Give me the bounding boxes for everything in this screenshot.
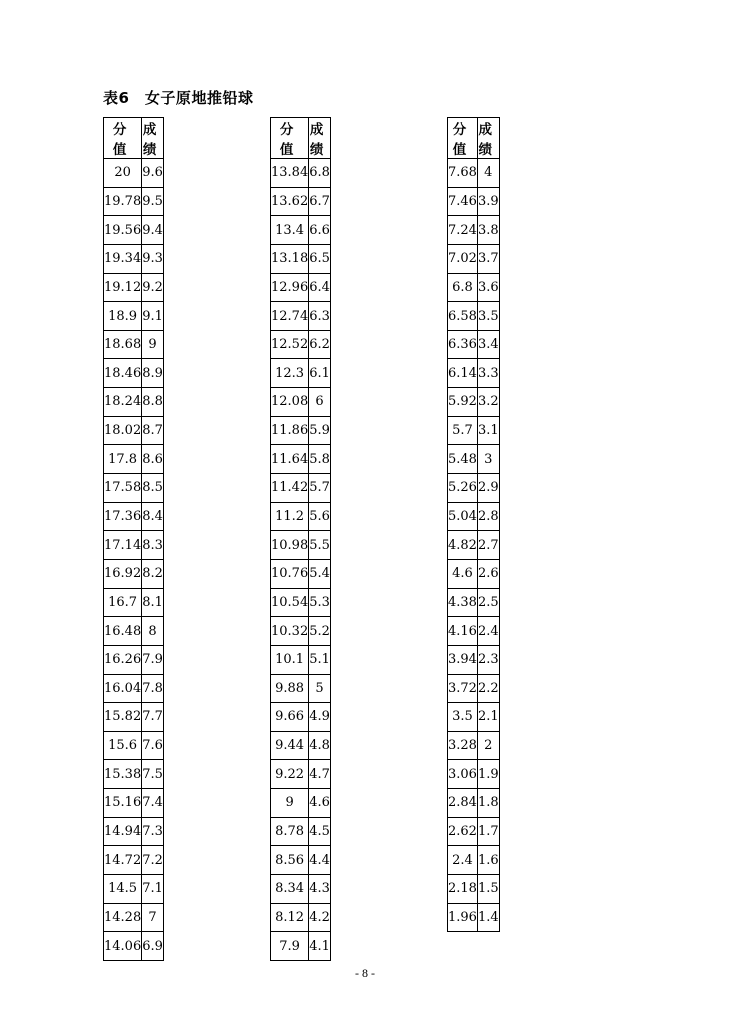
table-row bbox=[448, 588, 500, 617]
score-cell: 3.94 bbox=[448, 645, 478, 674]
score-cell: 11.42 bbox=[271, 474, 309, 503]
table-row bbox=[448, 789, 500, 818]
result-cell: 8.2 bbox=[142, 559, 164, 588]
table-row bbox=[448, 330, 500, 359]
score-cell: 9.66 bbox=[271, 703, 309, 732]
score-cell: 7.46 bbox=[448, 187, 478, 216]
result-cell: 9.2 bbox=[142, 273, 164, 302]
result-cell: 5.3 bbox=[309, 588, 331, 617]
table-row bbox=[104, 817, 164, 846]
score-cell: 17.36 bbox=[104, 502, 142, 531]
result-cell: 4.1 bbox=[309, 932, 331, 961]
score-cell: 1.96 bbox=[448, 903, 478, 932]
score-cell: 7.9 bbox=[271, 932, 309, 961]
result-cell: 2.6 bbox=[477, 559, 499, 588]
table-row bbox=[271, 875, 331, 904]
score-cell: 6.58 bbox=[448, 302, 478, 331]
table-row bbox=[104, 216, 164, 245]
result-cell: 9.1 bbox=[142, 302, 164, 331]
result-cell: 8.1 bbox=[142, 588, 164, 617]
result-cell: 4.3 bbox=[309, 875, 331, 904]
result-cell: 8.6 bbox=[142, 445, 164, 474]
result-cell: 2.4 bbox=[477, 617, 499, 646]
result-cell: 7.9 bbox=[142, 645, 164, 674]
table-row bbox=[104, 359, 164, 388]
score-cell: 5.04 bbox=[448, 502, 478, 531]
score-cell: 7.02 bbox=[448, 244, 478, 273]
score-cell: 16.92 bbox=[104, 559, 142, 588]
table-row bbox=[271, 760, 331, 789]
score-cell: 6.8 bbox=[448, 273, 478, 302]
table-row bbox=[448, 903, 500, 932]
result-cell: 6.5 bbox=[309, 244, 331, 273]
table-row bbox=[104, 502, 164, 531]
result-column-header: 成 绩 bbox=[309, 118, 331, 159]
score-cell: 3.5 bbox=[448, 703, 478, 732]
table-row bbox=[104, 244, 164, 273]
result-cell: 8.9 bbox=[142, 359, 164, 388]
table-row bbox=[271, 559, 331, 588]
score-cell: 18.24 bbox=[104, 388, 142, 417]
table-row bbox=[448, 359, 500, 388]
result-cell: 8.3 bbox=[142, 531, 164, 560]
score-cell: 13.62 bbox=[271, 187, 309, 216]
table-row bbox=[448, 617, 500, 646]
result-cell: 8.8 bbox=[142, 388, 164, 417]
result-cell: 4.5 bbox=[309, 817, 331, 846]
score-cell: 5.26 bbox=[448, 474, 478, 503]
score-cell: 17.14 bbox=[104, 531, 142, 560]
result-cell: 3.8 bbox=[477, 216, 499, 245]
score-cell: 3.28 bbox=[448, 731, 478, 760]
table-row bbox=[104, 731, 164, 760]
score-column-header: 分 值 bbox=[448, 118, 478, 159]
score-cell: 5.92 bbox=[448, 388, 478, 417]
result-cell: 8 bbox=[142, 617, 164, 646]
score-cell: 12.96 bbox=[271, 273, 309, 302]
score-cell: 9.88 bbox=[271, 674, 309, 703]
result-cell: 3.5 bbox=[477, 302, 499, 331]
score-cell: 9.44 bbox=[271, 731, 309, 760]
score-cell: 7.24 bbox=[448, 216, 478, 245]
table-row bbox=[448, 703, 500, 732]
score-cell: 13.18 bbox=[271, 244, 309, 273]
table-row bbox=[448, 502, 500, 531]
table-row bbox=[104, 932, 164, 961]
result-cell: 6.8 bbox=[309, 159, 331, 188]
table-row bbox=[271, 388, 331, 417]
result-cell: 6.4 bbox=[309, 273, 331, 302]
table-row bbox=[448, 531, 500, 560]
table-row bbox=[104, 330, 164, 359]
table-row bbox=[448, 445, 500, 474]
score-cell: 2.84 bbox=[448, 789, 478, 818]
score-cell: 8.78 bbox=[271, 817, 309, 846]
result-cell: 9.4 bbox=[142, 216, 164, 245]
result-cell: 9.3 bbox=[142, 244, 164, 273]
score-cell: 8.12 bbox=[271, 903, 309, 932]
result-cell: 4.8 bbox=[309, 731, 331, 760]
result-cell: 1.6 bbox=[477, 846, 499, 875]
result-cell: 1.8 bbox=[477, 789, 499, 818]
table-row bbox=[448, 187, 500, 216]
score-cell: 2.18 bbox=[448, 875, 478, 904]
table-header-row bbox=[271, 118, 331, 159]
result-cell: 7.1 bbox=[142, 875, 164, 904]
table-row bbox=[104, 273, 164, 302]
table-row bbox=[448, 645, 500, 674]
result-cell: 5.9 bbox=[309, 416, 331, 445]
score-cell: 5.48 bbox=[448, 445, 478, 474]
table-row bbox=[448, 875, 500, 904]
table-row bbox=[271, 359, 331, 388]
table-row bbox=[448, 674, 500, 703]
score-cell: 3.72 bbox=[448, 674, 478, 703]
result-cell: 6.9 bbox=[142, 932, 164, 961]
table-row bbox=[448, 474, 500, 503]
table-row bbox=[104, 302, 164, 331]
table-row bbox=[104, 416, 164, 445]
result-cell: 1.4 bbox=[477, 903, 499, 932]
table-row bbox=[104, 159, 164, 188]
score-cell: 10.76 bbox=[271, 559, 309, 588]
result-cell: 6 bbox=[309, 388, 331, 417]
table-row bbox=[271, 273, 331, 302]
score-cell: 4.38 bbox=[448, 588, 478, 617]
result-cell: 4.9 bbox=[309, 703, 331, 732]
result-cell: 9.6 bbox=[142, 159, 164, 188]
table-row bbox=[104, 187, 164, 216]
score-cell: 2.62 bbox=[448, 817, 478, 846]
result-cell: 8.7 bbox=[142, 416, 164, 445]
score-cell: 16.04 bbox=[104, 674, 142, 703]
table-row bbox=[104, 474, 164, 503]
table-row bbox=[104, 789, 164, 818]
result-cell: 7.6 bbox=[142, 731, 164, 760]
table-row bbox=[448, 216, 500, 245]
table-row bbox=[104, 903, 164, 932]
score-cell: 12.3 bbox=[271, 359, 309, 388]
table-row bbox=[271, 903, 331, 932]
score-cell: 10.32 bbox=[271, 617, 309, 646]
result-cell: 8.4 bbox=[142, 502, 164, 531]
score-table-3 bbox=[447, 117, 500, 932]
score-cell: 11.64 bbox=[271, 445, 309, 474]
score-cell: 15.38 bbox=[104, 760, 142, 789]
table-row bbox=[104, 531, 164, 560]
table-row bbox=[271, 731, 331, 760]
table-row bbox=[271, 531, 331, 560]
result-cell: 1.5 bbox=[477, 875, 499, 904]
score-cell: 12.74 bbox=[271, 302, 309, 331]
score-cell: 13.84 bbox=[271, 159, 309, 188]
score-cell: 18.9 bbox=[104, 302, 142, 331]
score-table-2 bbox=[270, 117, 331, 961]
result-cell: 6.1 bbox=[309, 359, 331, 388]
table-row bbox=[448, 273, 500, 302]
table-row bbox=[104, 559, 164, 588]
table-row bbox=[104, 645, 164, 674]
result-cell: 7.3 bbox=[142, 817, 164, 846]
score-cell: 18.68 bbox=[104, 330, 142, 359]
score-cell: 14.94 bbox=[104, 817, 142, 846]
table-row bbox=[448, 416, 500, 445]
result-cell: 7 bbox=[142, 903, 164, 932]
table-row bbox=[271, 302, 331, 331]
result-cell: 3.9 bbox=[477, 187, 499, 216]
table-row bbox=[271, 159, 331, 188]
result-cell: 9 bbox=[142, 330, 164, 359]
table-row bbox=[271, 703, 331, 732]
score-cell: 8.56 bbox=[271, 846, 309, 875]
table-title: 表6 女子原地推铅球 bbox=[103, 89, 254, 107]
table-row bbox=[448, 846, 500, 875]
score-cell: 4.16 bbox=[448, 617, 478, 646]
score-column-header: 分 值 bbox=[104, 118, 142, 159]
table-row bbox=[271, 846, 331, 875]
table-row bbox=[104, 846, 164, 875]
table-row bbox=[271, 932, 331, 961]
result-cell: 3.4 bbox=[477, 330, 499, 359]
score-cell: 9 bbox=[271, 789, 309, 818]
result-cell: 7.2 bbox=[142, 846, 164, 875]
result-column-header: 成 绩 bbox=[477, 118, 499, 159]
table-row bbox=[271, 330, 331, 359]
table-row bbox=[271, 187, 331, 216]
score-cell: 5.7 bbox=[448, 416, 478, 445]
result-cell: 5.1 bbox=[309, 645, 331, 674]
score-cell: 15.82 bbox=[104, 703, 142, 732]
table-row bbox=[104, 388, 164, 417]
score-column-header: 分 值 bbox=[271, 118, 309, 159]
score-cell: 13.4 bbox=[271, 216, 309, 245]
table-row bbox=[448, 731, 500, 760]
score-cell: 19.56 bbox=[104, 216, 142, 245]
table-row bbox=[104, 588, 164, 617]
result-cell: 3 bbox=[477, 445, 499, 474]
score-cell: 4.6 bbox=[448, 559, 478, 588]
result-cell: 5.5 bbox=[309, 531, 331, 560]
score-cell: 16.26 bbox=[104, 645, 142, 674]
result-cell: 1.9 bbox=[477, 760, 499, 789]
score-cell: 15.16 bbox=[104, 789, 142, 818]
result-cell: 2.1 bbox=[477, 703, 499, 732]
table-row bbox=[104, 445, 164, 474]
table-row bbox=[448, 159, 500, 188]
result-cell: 4 bbox=[477, 159, 499, 188]
score-cell: 14.28 bbox=[104, 903, 142, 932]
score-cell: 19.78 bbox=[104, 187, 142, 216]
table-row bbox=[448, 760, 500, 789]
result-cell: 3.1 bbox=[477, 416, 499, 445]
result-cell: 3.7 bbox=[477, 244, 499, 273]
table-header-row bbox=[104, 118, 164, 159]
score-cell: 12.08 bbox=[271, 388, 309, 417]
page-number: - 8 - bbox=[355, 966, 375, 980]
result-cell: 4.7 bbox=[309, 760, 331, 789]
table-row bbox=[271, 474, 331, 503]
table-row bbox=[448, 244, 500, 273]
score-cell: 18.02 bbox=[104, 416, 142, 445]
result-cell: 5.2 bbox=[309, 617, 331, 646]
score-cell: 10.1 bbox=[271, 645, 309, 674]
result-cell: 6.7 bbox=[309, 187, 331, 216]
score-cell: 19.34 bbox=[104, 244, 142, 273]
table-row bbox=[271, 502, 331, 531]
score-cell: 18.46 bbox=[104, 359, 142, 388]
score-cell: 10.98 bbox=[271, 531, 309, 560]
score-cell: 14.5 bbox=[104, 875, 142, 904]
table-row bbox=[271, 216, 331, 245]
score-cell: 17.58 bbox=[104, 474, 142, 503]
score-cell: 6.36 bbox=[448, 330, 478, 359]
score-cell: 8.34 bbox=[271, 875, 309, 904]
result-cell: 2.2 bbox=[477, 674, 499, 703]
result-cell: 7.7 bbox=[142, 703, 164, 732]
result-cell: 7.8 bbox=[142, 674, 164, 703]
score-cell: 6.14 bbox=[448, 359, 478, 388]
table-row bbox=[271, 674, 331, 703]
score-cell: 10.54 bbox=[271, 588, 309, 617]
table-header-row bbox=[448, 118, 500, 159]
result-cell: 1.7 bbox=[477, 817, 499, 846]
result-cell: 2.8 bbox=[477, 502, 499, 531]
table-row bbox=[271, 588, 331, 617]
score-cell: 16.48 bbox=[104, 617, 142, 646]
table-row bbox=[104, 617, 164, 646]
table-row bbox=[104, 875, 164, 904]
result-cell: 7.4 bbox=[142, 789, 164, 818]
result-cell: 5.8 bbox=[309, 445, 331, 474]
table-row bbox=[448, 559, 500, 588]
result-cell: 3.2 bbox=[477, 388, 499, 417]
table-row bbox=[271, 817, 331, 846]
result-cell: 2.3 bbox=[477, 645, 499, 674]
result-cell: 8.5 bbox=[142, 474, 164, 503]
score-cell: 19.12 bbox=[104, 273, 142, 302]
score-cell: 2.4 bbox=[448, 846, 478, 875]
score-cell: 4.82 bbox=[448, 531, 478, 560]
score-cell: 3.06 bbox=[448, 760, 478, 789]
result-cell: 2 bbox=[477, 731, 499, 760]
score-cell: 12.52 bbox=[271, 330, 309, 359]
score-cell: 16.7 bbox=[104, 588, 142, 617]
score-cell: 14.72 bbox=[104, 846, 142, 875]
score-cell: 9.22 bbox=[271, 760, 309, 789]
result-cell: 2.9 bbox=[477, 474, 499, 503]
result-cell: 6.6 bbox=[309, 216, 331, 245]
table-row bbox=[448, 817, 500, 846]
result-column-header: 成 绩 bbox=[142, 118, 164, 159]
result-cell: 5 bbox=[309, 674, 331, 703]
result-cell: 9.5 bbox=[142, 187, 164, 216]
table-row bbox=[104, 760, 164, 789]
result-cell: 5.4 bbox=[309, 559, 331, 588]
score-cell: 17.8 bbox=[104, 445, 142, 474]
score-cell: 11.2 bbox=[271, 502, 309, 531]
table-row bbox=[104, 703, 164, 732]
table-row bbox=[104, 674, 164, 703]
table-row bbox=[448, 388, 500, 417]
result-cell: 6.2 bbox=[309, 330, 331, 359]
table-row bbox=[271, 244, 331, 273]
result-cell: 3.6 bbox=[477, 273, 499, 302]
table-row bbox=[448, 302, 500, 331]
result-cell: 6.3 bbox=[309, 302, 331, 331]
table-row bbox=[271, 617, 331, 646]
score-table-1 bbox=[103, 117, 164, 961]
table-row bbox=[271, 445, 331, 474]
score-cell: 7.68 bbox=[448, 159, 478, 188]
result-cell: 5.6 bbox=[309, 502, 331, 531]
result-cell: 5.7 bbox=[309, 474, 331, 503]
result-cell: 4.2 bbox=[309, 903, 331, 932]
table-row bbox=[271, 789, 331, 818]
score-cell: 15.6 bbox=[104, 731, 142, 760]
result-cell: 3.3 bbox=[477, 359, 499, 388]
score-cell: 20 bbox=[104, 159, 142, 188]
score-cell: 14.06 bbox=[104, 932, 142, 961]
score-cell: 11.86 bbox=[271, 416, 309, 445]
table-row bbox=[271, 416, 331, 445]
result-cell: 7.5 bbox=[142, 760, 164, 789]
result-cell: 2.5 bbox=[477, 588, 499, 617]
result-cell: 4.6 bbox=[309, 789, 331, 818]
result-cell: 2.7 bbox=[477, 531, 499, 560]
result-cell: 4.4 bbox=[309, 846, 331, 875]
table-row bbox=[271, 645, 331, 674]
